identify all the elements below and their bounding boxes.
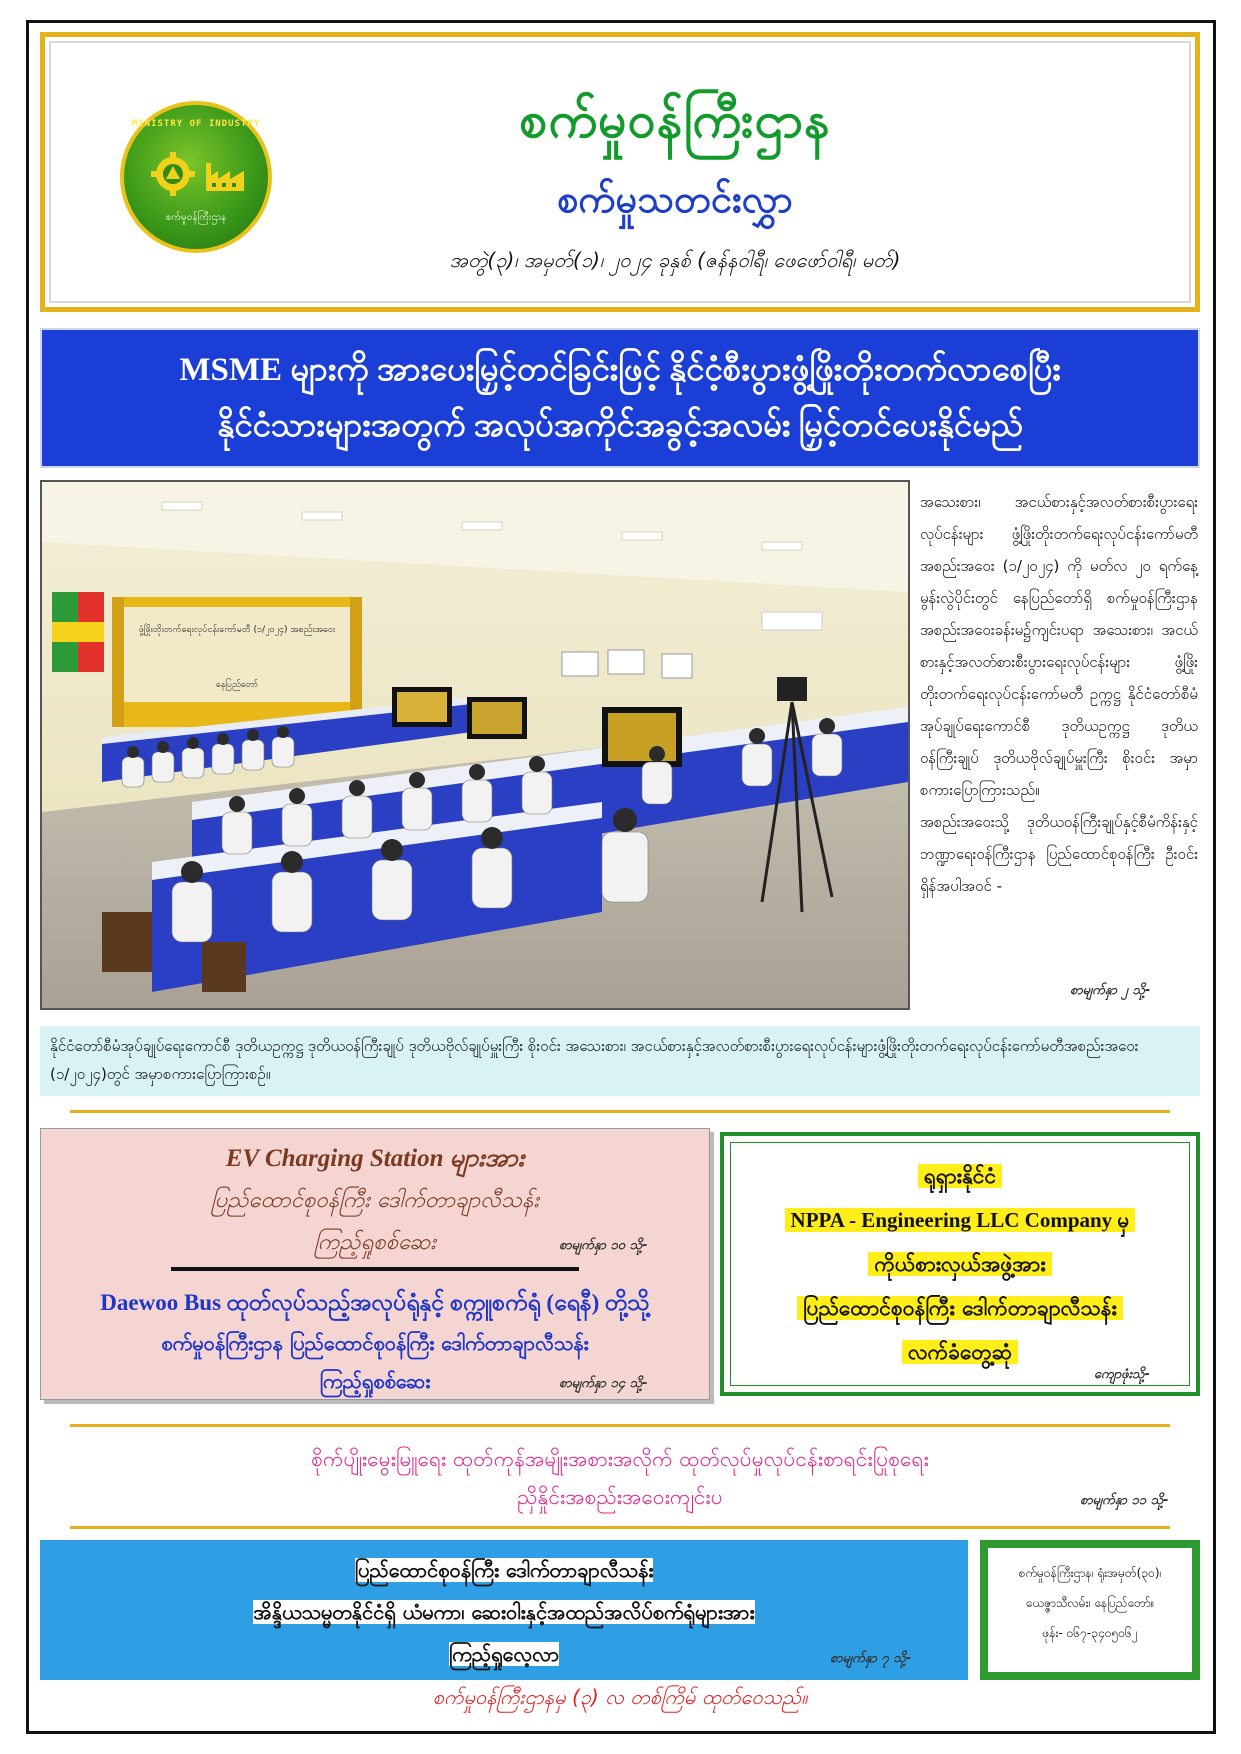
india-teaser-line-3: ကြည့်ရှုလေ့လာ: [448, 1642, 560, 1666]
ev-teaser-line-3: ကြည့်ရှုစစ်ဆေး: [314, 1230, 436, 1255]
newsletter-ministry-title: စက်မှုဝန်ကြီးဌာန: [519, 91, 831, 149]
teaser-ev-daewoo: [40, 1128, 710, 1400]
contact-address-2: ယေဇ္ဇာသီလမ်း၊ နေပြည်တော်။: [1025, 1596, 1155, 1610]
russia-page-ref: ကျောဖုံးသို့-: [1094, 1367, 1150, 1382]
divider-rule-1: [70, 1110, 1170, 1113]
issue-line: အတွဲ(၃)၊ အမှတ်(၁)၊ ၂၀၂၄ ခုနှစ် (ဇန်နဝါရီ၊ ဖေဖော်ဝါရီ၊ မတ်): [449, 248, 901, 272]
teaser-russia: [720, 1132, 1200, 1396]
lead-article-text: [920, 486, 1198, 902]
teaser-india: [40, 1540, 968, 1680]
meeting-photo-illustration: [42, 482, 908, 1008]
divider-rule-3: [70, 1526, 1170, 1529]
photo-banner-text: ဖွံ့ဖြိုးတိုးတက်ရေးလုပ်ငန်းကော်မတီ (၁/၂၀၂၄) အစည်းအဝေး: [138, 625, 336, 635]
daewoo-page-ref: စာမျက်နှာ ၁၄ သို့-: [559, 1376, 648, 1391]
russia-teaser-line-4: ပြည်ထောင်စုဝန်ကြီး ဒေါက်တာချာလီသန်း: [797, 1296, 1123, 1320]
russia-teaser-line-1: ရုရှားနိုင်ငံ: [918, 1164, 1002, 1188]
notice-line-2: ညှိနှိုင်းအစည်းအဝေးကျင်းပ: [517, 1485, 723, 1509]
ministry-logo: [120, 101, 272, 253]
notice-line-1: စိုက်ပျိုးမွေးမြူရေး ထုတ်ကုန်အမျိုးအစားအလိုက် ထုတ်လုပ်မှုလုပ်ငန်းစာရင်းပြုစုရေး: [311, 1447, 929, 1471]
lead-continued-ref: စာမျက်နှာ ၂ သို့-: [1070, 983, 1151, 998]
india-page-ref: စာမျက်နှာ ၇ သို့-: [830, 1651, 912, 1666]
main-headline: [40, 328, 1200, 468]
factory-icon: [204, 159, 246, 193]
daewoo-teaser-line-3: ကြည့်ရှုစစ်ဆေး: [319, 1369, 431, 1393]
contact-inner: [988, 1548, 1192, 1672]
india-teaser-line-1: ပြည်ထောင်စုဝန်ကြီး ဒေါက်တာချာလီသန်း: [354, 1558, 654, 1582]
gear-icon: [150, 151, 196, 197]
notice-page-ref: စာမျက်နှာ ၁၁ သို့-: [1080, 1493, 1169, 1508]
masthead: [40, 32, 1200, 312]
lead-paragraph-2: အစည်းအဝေးသို့ ဒုတိယဝန်ကြီးချုပ်နှင့်စီမံကိန်းနှင့်ဘဏ္ဍာရေးဝန်ကြီးဌာန ပြည်ထောင်စုဝန်ကြီး ဦးဝင်းရှိန်အပါအဝင် -: [920, 813, 1198, 895]
daewoo-teaser-line-2: စက်မှုဝန်ကြီးဌာန ပြည်ထောင်စုဝန်ကြီး ဒေါက်တာချာလီသန်း: [161, 1331, 589, 1355]
divider-rule-2: [70, 1424, 1170, 1427]
russia-teaser-line-2: NPPA - Engineering LLC Company မှ: [785, 1208, 1136, 1232]
lead-paragraph-1: အသေးစား၊ အငယ်စားနှင့်အလတ်စားစီးပွားရေးလုပ်ငန်းများ ဖွံ့ဖြိုးတိုးတက်ရေးလုပ်ငန်းကော်မတီ အစည်းအဝေး (၁/၂၀၂၄) ကို မတ်လ ၂၀ ရက်နေ့ မွန်းလွဲပိုင်းတွင် နေပြည်တော်ရှိ စက်မှုဝန်ကြီးဌာန အစည်းအဝေးခန်းမ၌ကျင်းပရာ အသေးစား၊ အငယ်စားနှင့်အလတ်စားစီးပွားရေးလုပ်ငန်းများ ဖွံ့ဖြိုးတိုးတက်ရေးလုပ်ငန်းကော်မတီ ဥက္ကဋ္ဌ နိုင်ငံတော်စီမံအုပ်ချုပ်ရေးကောင်စီ ဒုတိယဥက္ကဋ္ဌ ဒုတိယဝန်ကြီးချုပ် ဒုတိယဗိုလ်ချုပ်မှူးကြီး စိုးဝင်း အမှာစကားပြောကြားသည်။: [920, 493, 1198, 799]
contact-phone: ဖုန်း- ၀၆၇-၃၄၀၅၀၆၂: [1042, 1626, 1138, 1640]
teaser-divider: [171, 1267, 579, 1271]
publication-footer: စက်မှုဝန်ကြီးဌာနမှ (၃) လ တစ်ကြိမ် ထုတ်ဝေသည်။: [432, 1685, 808, 1709]
newsletter-title: စက်မှုသတင်းလွှာ: [557, 177, 793, 221]
russia-teaser-line-5: လက်ခံတွေ့ဆုံ: [902, 1340, 1018, 1364]
india-teaser-line-2: အိန္ဒိယသမ္မတနိုင်ငံရှိ ယံမကာ၊ ဆေးဝါးနှင့်အထည်အလိပ်စက်ရုံများအား: [253, 1600, 755, 1624]
logo-ring-text: MINISTRY OF INDUSTRY: [131, 119, 261, 129]
daewoo-teaser-line-1: Daewoo Bus ထုတ်လုပ်သည့်အလုပ်ရုံနှင့် စက္ကူစက်ရုံ (ရေနီ) တို့သို့: [100, 1290, 650, 1315]
meeting-photo: [40, 480, 910, 1010]
ev-page-ref: စာမျက်နှာ ၁၀ သို့-: [559, 1238, 648, 1253]
contact-address-1: စက်မှုဝန်ကြီးဌာန၊ ရုံးအမှတ်(၃၀)၊: [1018, 1566, 1162, 1580]
photo-caption: နိုင်ငံတော်စီမံအုပ်ချုပ်ရေးကောင်စီ ဒုတိယဥက္ကဋ္ဌ ဒုတိယဝန်ကြီးချုပ် ဒုတိယဗိုလ်ချုပ်မှူးကြီး စိုးဝင်း အသေးစား၊ အငယ်စားနှင့်အလတ်စားစီးပွားရေးလုပ်ငန်းများဖွံ့ဖြိုးတိုးတက်ရေးလုပ်ငန်းကော်မတီအစည်းအဝေး (၁/၂၀၂၄)တွင် အမှာစကားပြောကြားစဉ်။: [40, 1026, 1200, 1096]
logo-bottom-text: စက်မှုဝန်ကြီးဌာန: [165, 212, 227, 223]
russia-teaser-line-3: ကိုယ်စားလှယ်အဖွဲ့အား: [868, 1252, 1051, 1276]
headline-line-1: MSME များကို အားပေးမြှင့်တင်ခြင်းဖြင့် နိုင်ငံ့စီးပွားဖွံ့ဖြိုးတိုးတက်လာစေပြီး: [179, 352, 1061, 388]
contact-box: [980, 1540, 1200, 1680]
ev-teaser-line-1: EV Charging Station များအား: [225, 1145, 525, 1172]
headline-line-2: နိုင်ငံသားများအတွက် အလုပ်အကိုင်အခွင့်အလမ်း မြှင့်တင်ပေးနိုင်မည်: [217, 408, 1023, 444]
photo-banner-text-2: နေပြည်တော်: [215, 680, 259, 690]
ev-teaser-line-2: ပြည်ထောင်စုဝန်ကြီး ဒေါက်တာချာလီသန်း: [210, 1188, 539, 1213]
